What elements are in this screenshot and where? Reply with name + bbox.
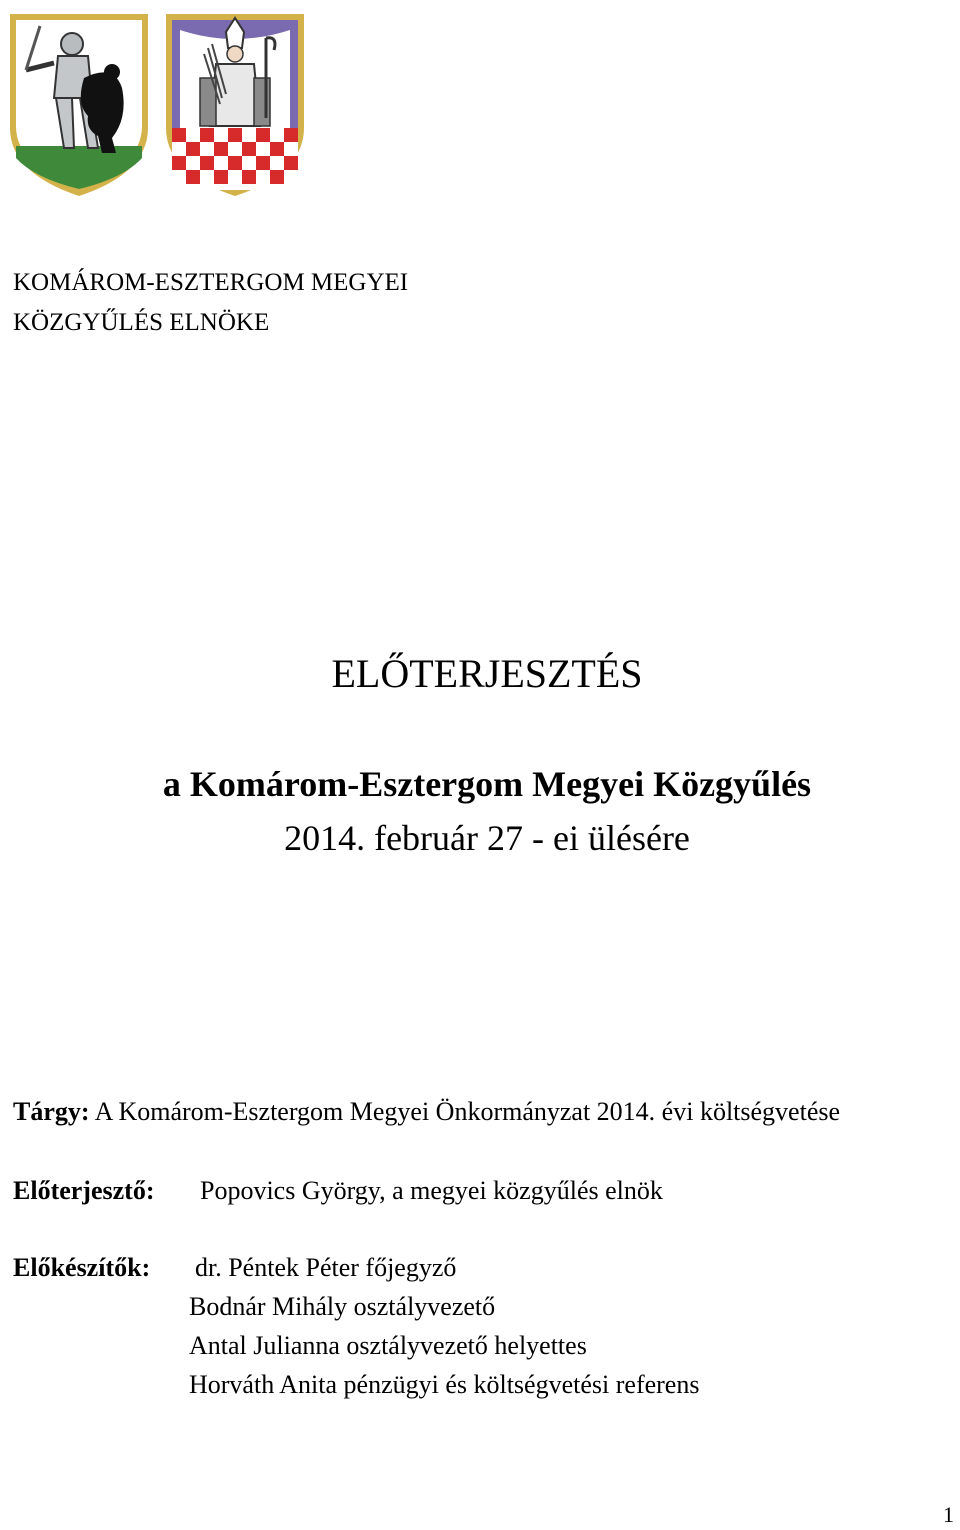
subtitle-date: 2014. február 27 - ei ülésére — [284, 818, 690, 858]
preparer-item: Antal Julianna osztályvezető helyettes — [189, 1331, 587, 1360]
subtitle-line-1: a Komárom-Esztergom Megyei Közgyűlés — [162, 764, 812, 804]
preparers-label: Előkészítők: — [13, 1253, 151, 1282]
subject-label: Tárgy: — [13, 1097, 90, 1126]
page-number: 1 — [943, 1502, 954, 1527]
issuer-line-2: KÖZGYŰLÉS ELNÖKE — [13, 309, 270, 336]
preparer-item: Bodnár Mihály osztályvezető — [189, 1292, 496, 1321]
presenter-label: Előterjesztő: — [13, 1176, 155, 1205]
subject-value: A Komárom-Esztergom Megyei Önkormányzat 2014. évi költségvetése — [94, 1097, 841, 1126]
subtitle-line-2 — [0, 816, 960, 860]
presenter-value: Popovics György, a megyei közgyűlés elnök — [200, 1176, 663, 1205]
issuer-line-1: KOMÁROM-ESZTERGOM MEGYEI — [13, 269, 409, 296]
preparer-item: dr. Péntek Péter főjegyző — [195, 1253, 457, 1282]
preparer-item: Horváth Anita pénzügyi és költségvetési referens — [189, 1370, 700, 1399]
county-coat-of-arms-icon — [4, 8, 154, 200]
document-title: ELŐTERJESZTÉS — [331, 651, 643, 696]
city-coat-of-arms-icon — [160, 8, 310, 200]
subject-row — [13, 1096, 840, 1128]
